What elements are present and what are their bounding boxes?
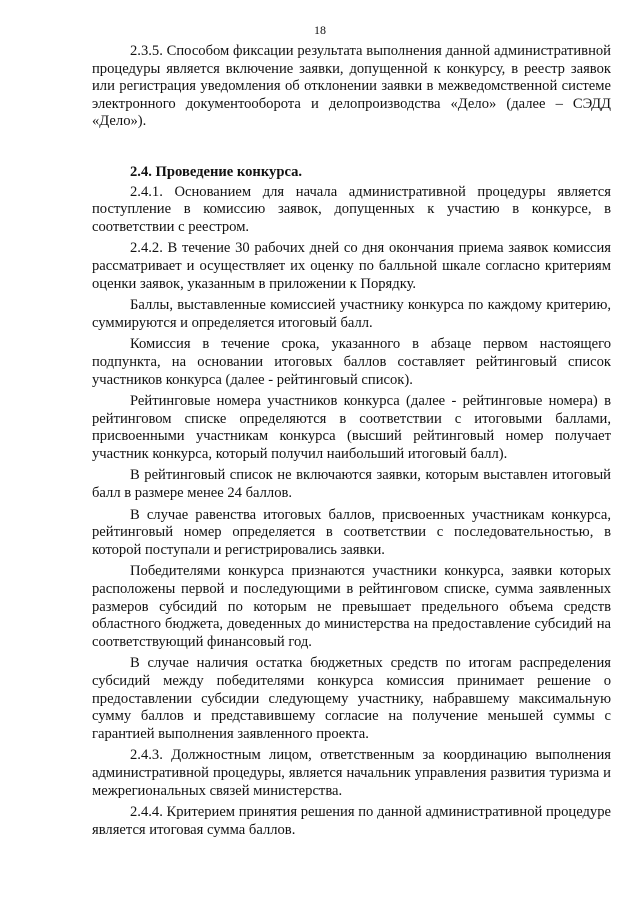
paragraph-2-4-2: 2.4.2. В течение 30 рабочих дней со дня окончания приема заявок комиссия рассматривает и осуществляет их оценку по балльной шкале согласно критериям оценки заявок, указанным в приложении к Порядку. <box>92 240 611 292</box>
paragraph-2-4-3: 2.4.3. Должностным лицом, ответственным за координацию выполнения административной процедуры, является начальник управления развития туризма и межрегиональных связей министерства. <box>92 747 611 799</box>
paragraph-exclusion: В рейтинговый список не включаются заявки, которым выставлен итоговый балл в размере менее 24 баллов. <box>92 467 611 502</box>
paragraph-rating-list: Комиссия в течение срока, указанного в абзаце первом настоящего подпункта, на основании итоговых баллов составляет рейтинговый список участников конкурса (далее - рейтинговый список). <box>92 336 611 388</box>
paragraph-rating-numbers: Рейтинговые номера участников конкурса (далее - рейтинговые номера) в рейтинговом списке определяются в соответствии с итоговыми баллами, присвоенными участникам конкурса (высший рейтинговый номер получает участник конкурса, который получил наибольший итоговый балл). <box>92 393 611 462</box>
paragraph-2-3-5: 2.3.5. Способом фиксации результата выполнения данной административной процедуры является включение заявки, допущенной к конкурсу, в реестр заявок или регистрация уведомления об отклонении заявки в межведомственной системе электронного документооборота и делопроизводства «Дело» (далее – СЭДД «Дело»). <box>92 43 611 130</box>
page-number: 18 <box>314 23 326 37</box>
paragraph-2-4-1: 2.4.1. Основанием для начала административной процедуры является поступление в комиссию заявок, допущенных к участию в конкурсе, в соответствии с реестром. <box>92 183 611 235</box>
section-heading-2-4: 2.4. Проведение конкурса. <box>130 163 303 180</box>
document-body <box>92 43 611 839</box>
paragraph-2-4-4: 2.4.4. Критерием принятия решения по данной административной процедуре является итоговая сумма баллов. <box>92 804 611 838</box>
paragraph-equal-scores: В случае равенства итоговых баллов, присвоенных участникам конкурса, рейтинговый номер определяется в соответствии с последовательностью, в которой поступали и регистрировались заявки. <box>92 506 611 558</box>
paragraph-remaining-funds: В случае наличия остатка бюджетных средств по итогам распределения субсидий между победителями конкурса комиссия принимает решение о предоставлении субсидии следующему участнику, набравшему максимальную сумму баллов и представившему согласие на получение меньшей суммы с гарантией выполнения заявленного проекта. <box>92 655 611 742</box>
paragraph-scores: Баллы, выставленные комиссией участнику конкурса по каждому критерию, суммируются и определяется итоговый балл. <box>92 297 611 331</box>
paragraph-winners: Победителями конкурса признаются участники конкурса, заявки которых расположены первой и последующими в рейтинговом списке, сумма заявленных размеров субсидий по которым не превышает предельного объема средств областного бюджета, доведенных до министерства на предоставление субсидий на соответствующий финансовый год. <box>92 563 611 650</box>
